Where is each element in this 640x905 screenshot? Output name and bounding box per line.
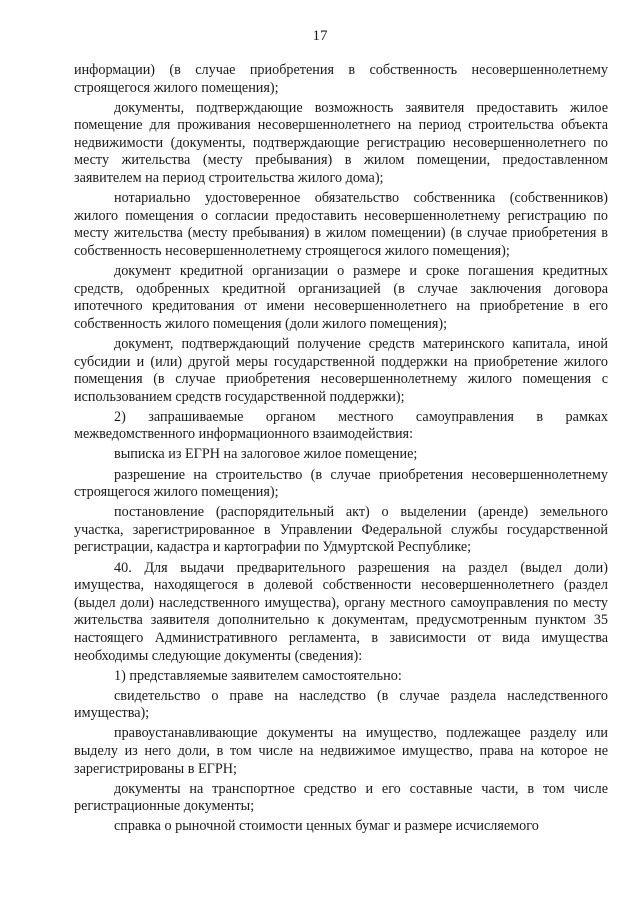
paragraph-continuation: информации) (в случае приобретения в собственность несовершеннолетнему строящегося жилого помещения); <box>74 62 608 96</box>
paragraph-land-allocation: постановление (распорядительный акт) о выделении (аренде) земельного участка, зарегистрированное в Управлении Федеральной службы государственной регистрации, кадастра и картографии по Удмуртской Республике; <box>74 504 608 556</box>
paragraph-applicant-submitted: 1) представляемые заявителем самостоятельно: <box>114 667 402 684</box>
paragraph-egrn-extract: выписка из ЕГРН на залоговое жилое помещение; <box>114 446 418 463</box>
paragraph-title-documents: правоустанавливающие документы на имущество, подлежащее разделу или выделу из него доли, в том числе на недвижимое имущество, права на которое не зарегистрированы в ЕГРН; <box>74 725 608 777</box>
paragraph-notarized-obligation: нотариально удостоверенное обязательство собственника (собственников) жилого помещения о согласии предоставить несовершеннолетнему регистрацию по месту жительства (месту пребывания) в жилом помещении) (в случае приобретения в собственность несовершеннолетнему строящегося жилого помещения); <box>74 190 608 259</box>
paragraph-credit-document: документ кредитной организации о размере и сроке погашения кредитных средств, одобренных кредитной организацией (в случае заключения договора ипотечного кредитования от имени несовершеннолетнего на приобретение в его собственность жилого помещения (доли жилого помещения); <box>74 263 608 332</box>
paragraph-inheritance-certificate: свидетельство о праве на наследство (в случае раздела наследственного имущества); <box>74 687 608 722</box>
page-number: 17 <box>312 28 328 44</box>
paragraph-section-40: 40. Для выдачи предварительного разрешения на раздел (выдел доли) имущества, находящегося в долевой собственности несовершеннолетнего (раздел (выдел доли) наследственного имущества), органу местного самоуправления по месту жительства заявителя дополнительно к документам, предусмотренным пунктом 35 настоящего Административного регламента, в зависимости от вида имущества необходимы следующие документы (сведения): <box>74 559 608 664</box>
paragraph-construction-permit: разрешение на строительство (в случае приобретения несовершеннолетнему строящегося жилого помещения); <box>74 466 608 501</box>
paragraph-vehicle-documents: документы на транспортное средство и его составные части, в том числе регистрационные документы; <box>74 780 608 815</box>
paragraph-maternity-capital: документ, подтверждающий получение средств материнского капитала, иной субсидии и (или) другой меры государственной поддержки на приобретение жилого помещения (в случае приобретения несовершеннолетнему жилого помещения с использованием средств государственной поддержки); <box>74 335 608 405</box>
paragraph-interagency-requests: 2) запрашиваемые органом местного самоуправления в рамках межведомственного информационного взаимодействия: <box>74 408 608 443</box>
document-body <box>74 62 608 838</box>
paragraph-housing-documents: документы, подтверждающие возможность заявителя предоставить жилое помещение для проживания несовершеннолетнего на период строительства объекта недвижимости (документы, подтверждающие регистрацию несовершеннолетнего по месту жительства (месту пребывания) в жилом помещении, предоставленном заявителем на период строительства жилого дома); <box>74 99 608 187</box>
paragraph-securities-value: справка о рыночной стоимости ценных бумаг и размере исчисляемого <box>114 818 539 835</box>
